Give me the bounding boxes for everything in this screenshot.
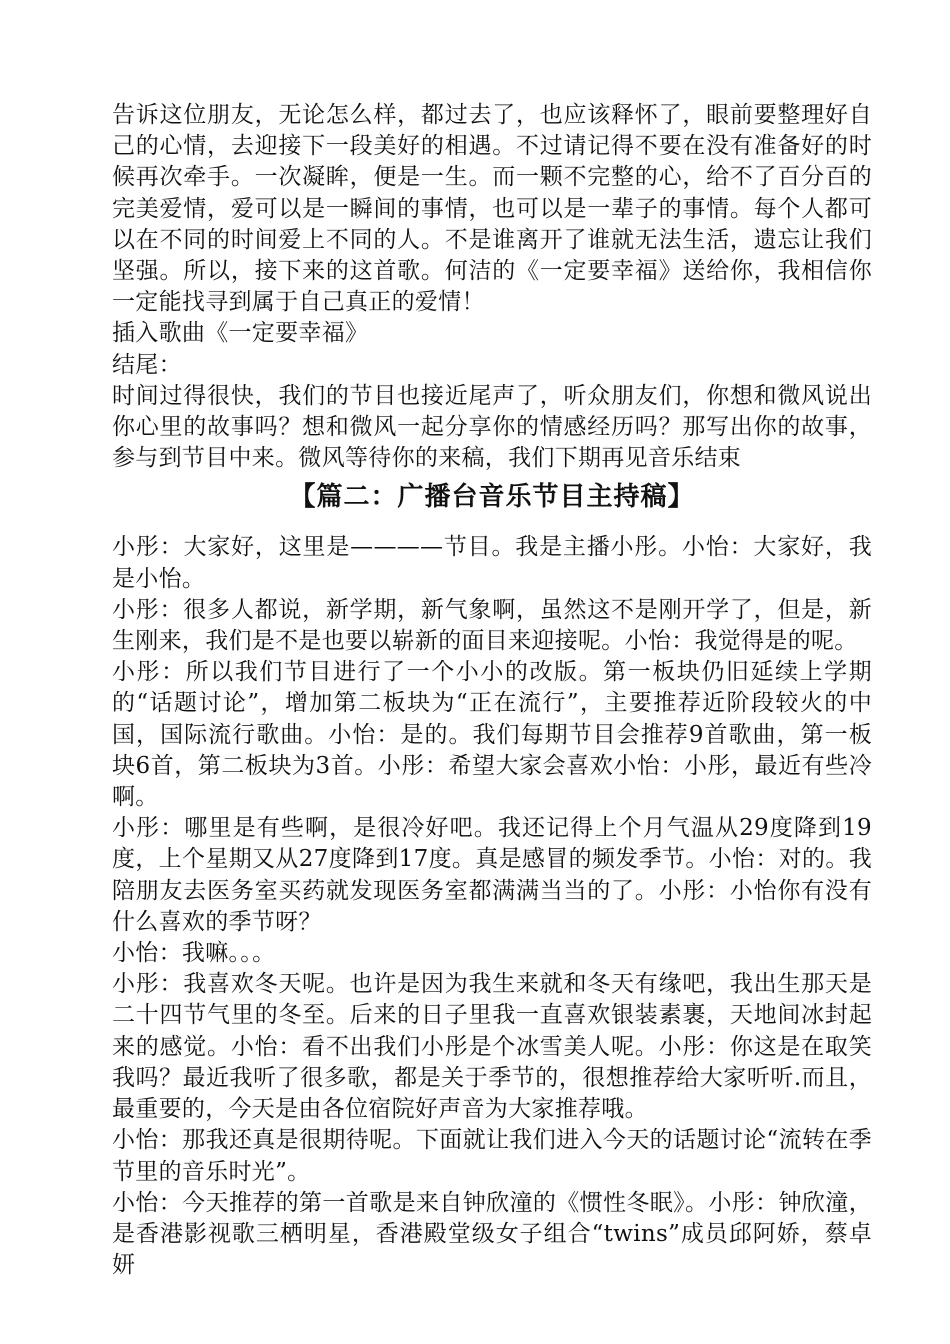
document-page (112, 100, 872, 1281)
paragraph-hesitation: 小怡：我嘛。。。 (112, 940, 276, 967)
paragraph-topic-intro: 小怡：那我还真是很期待呢。下面就让我们进入今天的话题讨论“流转在季节里的音乐时光”。 (112, 1127, 872, 1185)
paragraph-format-change: 小彤：所以我们节目进行了一个小小的改版。第一板块仍旧延续上学期的“话题讨论”，增加第二板块为“正在流行”，主要推荐近阶段较火的中国，国际流行歌曲。小怡：是的。我们每期节目会推荐9首歌曲，第一板块6首，第二板块为3首。小彤：希望大家会喜欢小怡：小彤，最近有些冷啊。 (112, 659, 872, 811)
paragraph-greeting: 小彤：大家好，这里是————节目。我是主播小彤。小怡：大家好，我是小怡。 (112, 534, 872, 592)
heading-spacer (112, 522, 872, 532)
paragraph-weather: 小彤：哪里是有些啊，是很冷好吧。我还记得上个月气温从29度降到19度，上个星期又从27度降到17度。真是感冒的频发季节。小怡：对的。我陪朋友去医务室买药就发现医务室都满满当当的了。小彤：小怡你有没有什么喜欢的季节呀？ (112, 815, 872, 935)
paragraph-winter: 小彤：我喜欢冬天呢。也许是因为我生来就和冬天有缘吧，我出生那天是二十四节气里的冬至。后来的日子里我一直喜欢银装素裹，天地间冰封起来的感觉。小怡：看不出我们小彤是个冰雪美人呢。小彤：你这是在取笑我吗？最近我听了很多歌，都是关于季节的，很想推荐给大家听听.而且，最重要的，今天是由各位宿院好声音为大家推荐哦。 (112, 971, 872, 1123)
section-title: 【篇二：广播台音乐节目主持稿】 (289, 482, 695, 513)
paragraph-new-semester: 小彤：很多人都说，新学期，新气象啊，虽然这不是刚开学了，但是，新生刚来，我们是不是也要以崭新的面目来迎接呢。小怡：我觉得是的呢。 (112, 596, 872, 655)
paragraph-first-song: 小怡：今天推荐的第一首歌是来自钟欣潼的《惯性冬眠》。小彤：钟欣潼，是香港影视歌三栖明星，香港殿堂级女子组合“twins”成员邱阿娇，蔡卓妍 (112, 1189, 872, 1279)
paragraph-farewell: 告诉这位朋友，无论怎么样，都过去了，也应该释怀了，眼前要整理好自己的心情，去迎接下一段美好的相遇。不过请记得不要在没有准备好的时候再次牵手。一次凝眸，便是一生。而一颗不完整的心，给不了百分百的完美爱情，爱可以是一瞬间的事情，也可以是一辈子的事情。每个人都可以在不同的时间爱上不同的人。不是谁离开了谁就无法生活，遗忘让我们坚强。所以，接下来的这首歌。何洁的《一定要幸福》送给你，我相信你一定能找寻到属于自己真正的爱情！ (112, 102, 872, 316)
paragraph-insert-song: 插入歌曲《一定要幸福》 (112, 320, 369, 347)
paragraph-ending-label: 结尾： (112, 351, 182, 378)
paragraph-ending: 时间过得很快，我们的节目也接近尾声了，听众朋友们，你想和微风说出你心里的故事吗？想和微风一起分享你的情感经历吗？那写出你的故事，参与到节目中来。微风等待你的来稿，我们下期再见音乐结束 (112, 382, 872, 472)
